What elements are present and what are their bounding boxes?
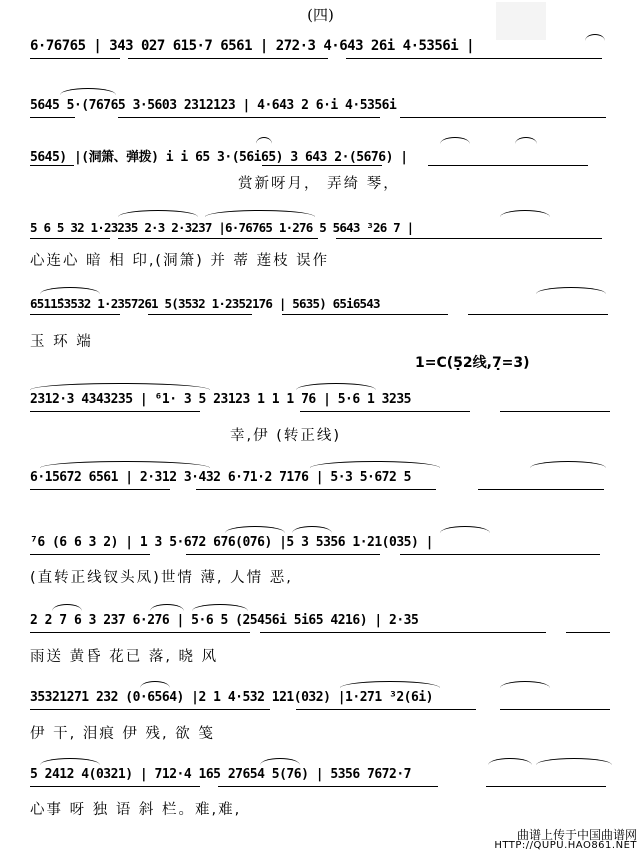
tie-arc (500, 681, 550, 688)
lyrics-line-11: 心事 呀 独 语 斜 栏。难,难, (30, 802, 242, 818)
lyrics-line-6: 幸,伊 (转正线) (230, 428, 342, 444)
notation-line-9: 2 2 7 6 3 237 6·276 | 5·6 5 (25456i 5i65 4216) | 2·35 (30, 613, 419, 628)
tie-arc (340, 681, 440, 688)
underline (128, 58, 328, 59)
notation-line-2: 5645 5·(76765 3·5603 2312123 | 4·643 2 6·i 4·5356i (30, 98, 397, 113)
tie-arc (585, 34, 605, 41)
notation-line-7: 6·15672 6561 | 2·312 3·432 6·71·2 7176 | 5·3 5·672 5 (30, 470, 411, 485)
lyrics-line-10: 伊 干, 泪痕 伊 残, 欲 笺 (30, 726, 215, 742)
tie-arc (150, 604, 184, 611)
underline (336, 238, 602, 239)
tie-arc (515, 137, 537, 144)
notation-line-6: 2312·3 4343235 | ⁶1· 3 5 23123 1 1 1 76 | 5·6 1 3235 (30, 392, 411, 407)
notation-line-5: 6511̂53532 1·2357261 5(3532 1·2352176 | 5635) 65i6543 (30, 296, 380, 311)
underline (196, 489, 436, 490)
tie-arc (440, 137, 470, 144)
tie-arc (296, 383, 376, 390)
underline (148, 314, 252, 315)
underline (346, 58, 602, 59)
underline (30, 314, 120, 315)
watermark-url: HTTP://QUPU.HAO861.NET (494, 840, 637, 851)
page-title: (四) (307, 6, 334, 24)
tie-arc (292, 526, 332, 533)
tie-arc (40, 287, 100, 294)
lyrics-line-5: 玉 环 端 (30, 334, 93, 350)
underline (30, 632, 250, 633)
underline (282, 314, 448, 315)
watermark-text: 曲谱上传于中国曲谱网 (516, 828, 637, 842)
tie-arc (140, 681, 170, 688)
underline (30, 489, 170, 490)
notation-line-3: 5645) |(洞箫、弹拨) i i 65 3·(56i65) 3 643 2·(5676) | (30, 150, 408, 165)
notation-line-4: 5 6 5 32 1·23235 2·3 2·3237 |6·76765 1·276 5 5643 ³26 7 | (30, 220, 414, 235)
underline (118, 117, 380, 118)
underline (30, 165, 74, 166)
underline (486, 786, 606, 787)
underline (30, 238, 110, 239)
tie-arc (256, 137, 272, 144)
notation-line-11: 5 2412 4(0321) | 712·4 165 27654 5(76) | 5356 7672·7 (30, 767, 411, 782)
tie-arc (205, 210, 315, 217)
underline (400, 117, 606, 118)
underline (296, 709, 476, 710)
underline (118, 238, 318, 239)
tie-arc (192, 604, 248, 611)
underline (30, 58, 120, 59)
tie-arc (440, 526, 490, 533)
key-signature: 1=C(5̣2线,7̣=3) (415, 355, 530, 371)
underline (566, 632, 610, 633)
underline (500, 709, 610, 710)
underline (186, 554, 380, 555)
tie-arc (536, 758, 612, 765)
lyrics-line-3: 赏新呀月， 弄绮 琴， (238, 176, 400, 192)
underline (30, 786, 200, 787)
underline (468, 314, 608, 315)
tie-arc (530, 461, 606, 468)
tie-arc (40, 461, 210, 468)
underline (30, 117, 75, 118)
tie-arc (118, 210, 198, 217)
tie-arc (225, 526, 285, 533)
tie-arc (60, 88, 116, 95)
tie-arc (40, 758, 100, 765)
notation-line-8: ⁷6 (6 6 3 2) | 1 3 5·672 676(076) |5 3 5356 1·21(035) | (30, 535, 433, 550)
lyrics-line-4: 心连心 暗 相 印,(洞箫) 并 蒂 莲枝 误作 (30, 253, 330, 269)
underline (400, 554, 600, 555)
underline (428, 165, 588, 166)
underline (300, 411, 470, 412)
underline (500, 411, 610, 412)
tie-arc (260, 758, 300, 765)
corner-watermark-box (496, 2, 546, 40)
tie-arc (30, 383, 210, 390)
lyrics-line-8: (直转正线钗头凤)世情 薄, 人情 恶, (30, 570, 293, 586)
lyrics-line-9: 雨送 黄昏 花已 落, 晓 风 (30, 649, 219, 665)
tie-arc (52, 604, 82, 611)
underline (218, 786, 438, 787)
tie-arc (536, 287, 606, 294)
notation-line-10: 35321271 232 (0·6564) |2 1 4·532 121(032) |1·271 ³2(6i) (30, 690, 433, 705)
underline (30, 709, 270, 710)
underline (30, 554, 150, 555)
underline (260, 632, 546, 633)
notation-line-1: 6·76765 | 343 027 615·7 6561 | 272·3 4·643 26i 4·5356i | (30, 38, 475, 54)
tie-arc (488, 758, 532, 765)
underline (262, 165, 382, 166)
tie-arc (310, 461, 440, 468)
tie-arc (500, 210, 550, 217)
underline (30, 411, 200, 412)
underline (478, 489, 604, 490)
